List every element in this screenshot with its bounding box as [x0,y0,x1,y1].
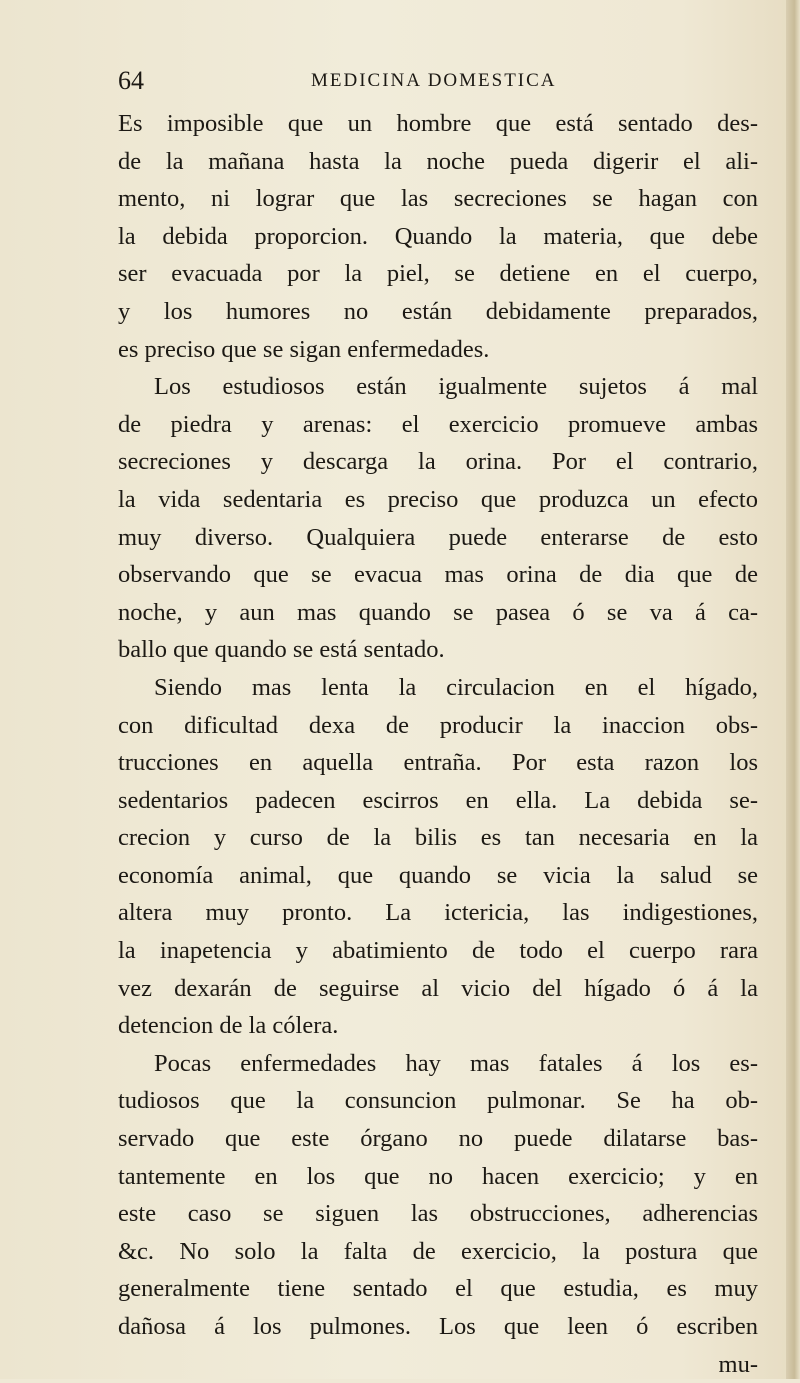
text-line: ser evacuada por la piel, se detiene en el cuerpo, [118,260,758,288]
page-header [118,66,718,98]
text-line: crecion y curso de la bilis es tan necesaria en la [118,824,758,852]
page-edge [786,0,800,1379]
text-line: tantemente en los que no hacen exercicio; y en [118,1162,758,1190]
text-line: tudiosos que la consuncion pulmonar. Se ha ob- [118,1087,758,1115]
text-line: dañosa á los pulmones. Los que leen ó escriben [118,1313,758,1340]
text-line: noche, y aun mas quando se pasea ó se va á ca- [118,598,758,626]
text-line: &c. No solo la falta de exercicio, la postura que [118,1237,758,1265]
text-line: de la mañana hasta la noche pueda digerir el ali- [118,147,758,175]
text-line: detencion de la cólera. [118,1012,339,1040]
text-line: secreciones y descarga la orina. Por el contrario, [118,448,758,476]
text-line: de piedra y arenas: el exercicio promueve ambas [118,410,758,438]
page-number: 64 [118,66,144,95]
catchword: mu- [718,1350,758,1378]
text-line: trucciones en aquella entraña. Por esta razon los [118,749,758,777]
text-line: Es imposible que un hombre que está sentado des- [118,110,758,137]
text-line: observando que se evacua mas orina de dia que de [118,561,758,589]
text-line: sedentarios padecen escirros en ella. La debida se- [118,786,758,814]
text-line: altera muy pronto. La ictericia, las indigestiones, [118,899,758,927]
paragraph-start-line: Pocas enfermedades hay mas fatales á los es- [154,1049,758,1077]
text-line: vez dexarán de seguirse al vicio del hígado ó á la [118,974,758,1002]
text-line: con dificultad dexa de producir la inaccion obs- [118,711,758,739]
text-line: generalmente tiene sentado el que estudia, es muy [118,1275,758,1303]
paragraph-start-line: Los estudiosos están igualmente sujetos á mal [154,373,758,401]
text-line: y los humores no están debidamente preparados, [118,297,758,325]
running-head: MEDICINA DOMESTICA [311,70,557,91]
text-line: mento, ni lograr que las secreciones se hagan con [118,185,758,213]
text-line: la debida proporcion. Quando la materia, que debe [118,222,758,250]
text-line: ballo que quando se está sentado. [118,636,445,664]
text-line: este caso se siguen las obstrucciones, adherencias [118,1200,758,1228]
paragraph-start-line: Siendo mas lenta la circulacion en el hígado, [154,673,758,701]
text-line: muy diverso. Qualquiera puede enterarse de esto [118,523,758,551]
text-line: servado que este órgano no puede dilatarse bas- [118,1125,758,1153]
text-line: es preciso que se sigan enfermedades. [118,335,490,363]
text-line: la inapetencia y abatimiento de todo el cuerpo rara [118,937,758,965]
body-text [118,105,758,1383]
text-line: la vida sedentaria es preciso que produzca un efecto [118,485,758,513]
text-line: economía animal, que quando se vicia la salud se [118,861,758,889]
